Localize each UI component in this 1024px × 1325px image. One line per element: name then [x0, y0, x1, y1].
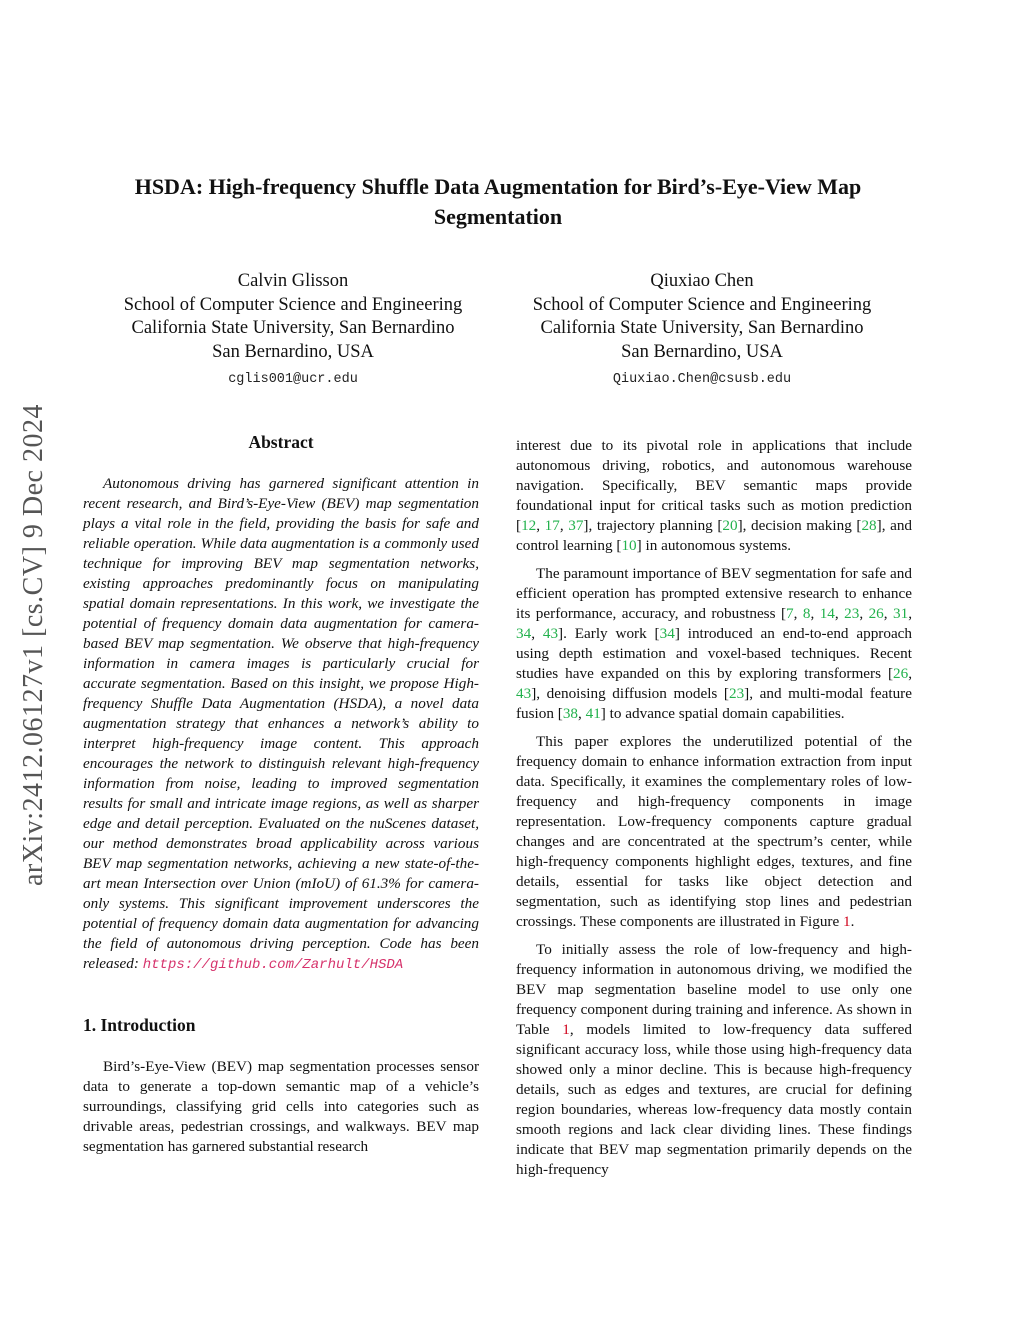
code-link[interactable]: https://github.com/Zarhult/HSDA	[142, 957, 404, 973]
citation-link[interactable]: 37	[568, 517, 584, 534]
citation-link[interactable]: 34	[659, 625, 675, 642]
right-column	[516, 436, 912, 1180]
citation-link[interactable]: 28	[861, 517, 877, 534]
citation-link[interactable]: 23	[844, 605, 860, 622]
citation-link[interactable]: 38	[562, 705, 579, 722]
introduction-heading: 1. Introduction	[83, 1015, 196, 1035]
citation-link[interactable]: 26	[893, 665, 909, 682]
citation-link[interactable]: 8	[802, 605, 811, 622]
author-department: School of Computer Science and Engineering	[123, 294, 463, 315]
citation-link[interactable]: 17	[544, 517, 560, 534]
author-location: San Bernardino, USA	[212, 341, 374, 362]
arxiv-identifier-text: arXiv:2412.06127v1 [cs.CV] 9 Dec 2024	[18, 404, 49, 886]
citation-link[interactable]: 34	[516, 625, 532, 642]
author-block-2	[507, 270, 897, 392]
author-block-1	[98, 270, 488, 392]
intro-paragraph-5: To initially assess the role of low-frequency and high-frequency information in autonomous driving, we modified the BEV map segmentation baseline model to use only one frequency component during training and inference. As shown in Table 1, models limited to low-frequency data suffered significant accuracy loss, while those using high-frequency data showed only a minor decline. This is because high-frequency details, such as edges and textures, are crucial for defining region boundaries, whereas low-frequency data mostly contain smooth regions and lack clear dividing lines. These findings indicate that BEV map segmentation primarily depends on the high-frequency	[516, 941, 912, 1178]
author-university: California State University, San Bernardino	[131, 318, 455, 338]
author-location: San Bernardino, USA	[621, 341, 783, 362]
citation-link[interactable]: 41	[585, 705, 601, 722]
paper-title: HSDA: High-frequency Shuffle Data Augmentation for Bird’s-Eye-View Map Segmentation	[134, 174, 862, 229]
left-column	[83, 432, 479, 1157]
intro-paragraph-4: This paper explores the underutilized potential of the frequency domain to enhance information extraction from input data. Specifically, it examines the complementary roles of low-frequency and high-frequency components in image representation. Low-frequency components capture gradual changes and are concentrated at the spectrum’s center, while high-frequency components highlight edges, textures, and fine details, essential for tasks like object detection and segmentation, such as identifying stop lines and pedestrian crossings. These components are illustrated in Figure 1.	[516, 733, 912, 930]
citation-link[interactable]: 43	[516, 685, 532, 702]
citation-link[interactable]: 10	[621, 537, 637, 554]
author-university: California State University, San Bernardino	[540, 318, 864, 338]
citation-link[interactable]: 14	[819, 605, 835, 622]
figure-reference-link[interactable]: 1	[843, 913, 851, 930]
citation-link[interactable]: 31	[893, 605, 909, 622]
citation-link[interactable]: 12	[521, 517, 537, 534]
intro-paragraph-2: interest due to its pivotal role in applications that include autonomous driving, robotics, and autonomous warehouse navigation. Specifically, BEV semantic maps provide foundational input for critical tasks such as motion prediction [12, 17, 37], trajectory planning [20], decision making [28], and control learning [10] in autonomous systems.	[516, 437, 913, 554]
citation-link[interactable]: 26	[868, 605, 884, 622]
author-email[interactable]: Qiuxiao.Chen@csusb.edu	[612, 372, 792, 387]
citation-link[interactable]: 43	[542, 625, 559, 642]
abstract-text: Autonomous driving has garnered significant attention in recent research, and Bird’s-Eye-View (BEV) map segmentation plays a vital role in the field, providing the basis for safe and reliable operation. While data augmentation is a commonly used technique for improving BEV map segmentation networks, existing approaches predominantly focus on manipulating spatial domain representations. In this work, we investigate the potential of frequency domain data augmentation for camera-based BEV map segmentation. We observe that high-frequency information in camera images is particularly crucial for accurate segmentation. Based on this insight, we propose High-frequency Shuffle Data Augmentation (HSDA), a novel data augmentation strategy that enhances a network’s ability to interpret high-frequency image content. This approach encourages the network to distinguish relevant high-frequency information from noise, leading to improved segmentation results for small and intricate image regions, as well as sharper edge and detail perception. Evaluated on the nuScenes dataset, our method demonstrates broad applicability across various BEV map segmentation networks, achieving a new state-of-the-art mean Intersection over Union (mIoU) of 61.3% for camera-only systems. This significant improvement underscores the potential of frequency domain data augmentation for advancing the field of autonomous driving perception. Code has been released:	[83, 475, 479, 972]
author-email[interactable]: cglis001@ucr.edu	[228, 372, 358, 387]
citation-link[interactable]: 20	[722, 517, 738, 534]
citation-link[interactable]: 7	[786, 605, 794, 622]
author-name: Calvin Glisson	[237, 271, 349, 291]
citation-link[interactable]: 23	[728, 685, 745, 702]
abstract-heading: Abstract	[248, 432, 314, 452]
author-department: School of Computer Science and Engineering	[532, 294, 872, 315]
author-name: Qiuxiao Chen	[650, 271, 754, 291]
intro-paragraph-3: The paramount importance of BEV segmentation for safe and efficient operation has prompted extensive research to enhance its performance, accuracy, and robustness [7, 8, 14, 23, 26, 31, 34, 43]. Early work [34] introduced an end-to-end approach using depth estimation and voxel-based techniques. Recent studies have expanded on this by exploring transformers [26, 43], denoising diffusion models [23], and multi-modal feature fusion [38, 41] to advance spatial domain capabilities.	[516, 565, 913, 722]
table-reference-link[interactable]: 1	[562, 1021, 570, 1038]
abstract-body	[83, 474, 479, 975]
arxiv-identifier	[14, 360, 54, 930]
intro-paragraph-1: Bird’s-Eye-View (BEV) map segmentation processes sensor data to generate a top-down semantic map of a vehicle’s surroundings, classifying grid cells into categories such as drivable areas, pedestrian crossings, and walkways. BEV map segmentation has garnered substantial research	[83, 1058, 479, 1155]
